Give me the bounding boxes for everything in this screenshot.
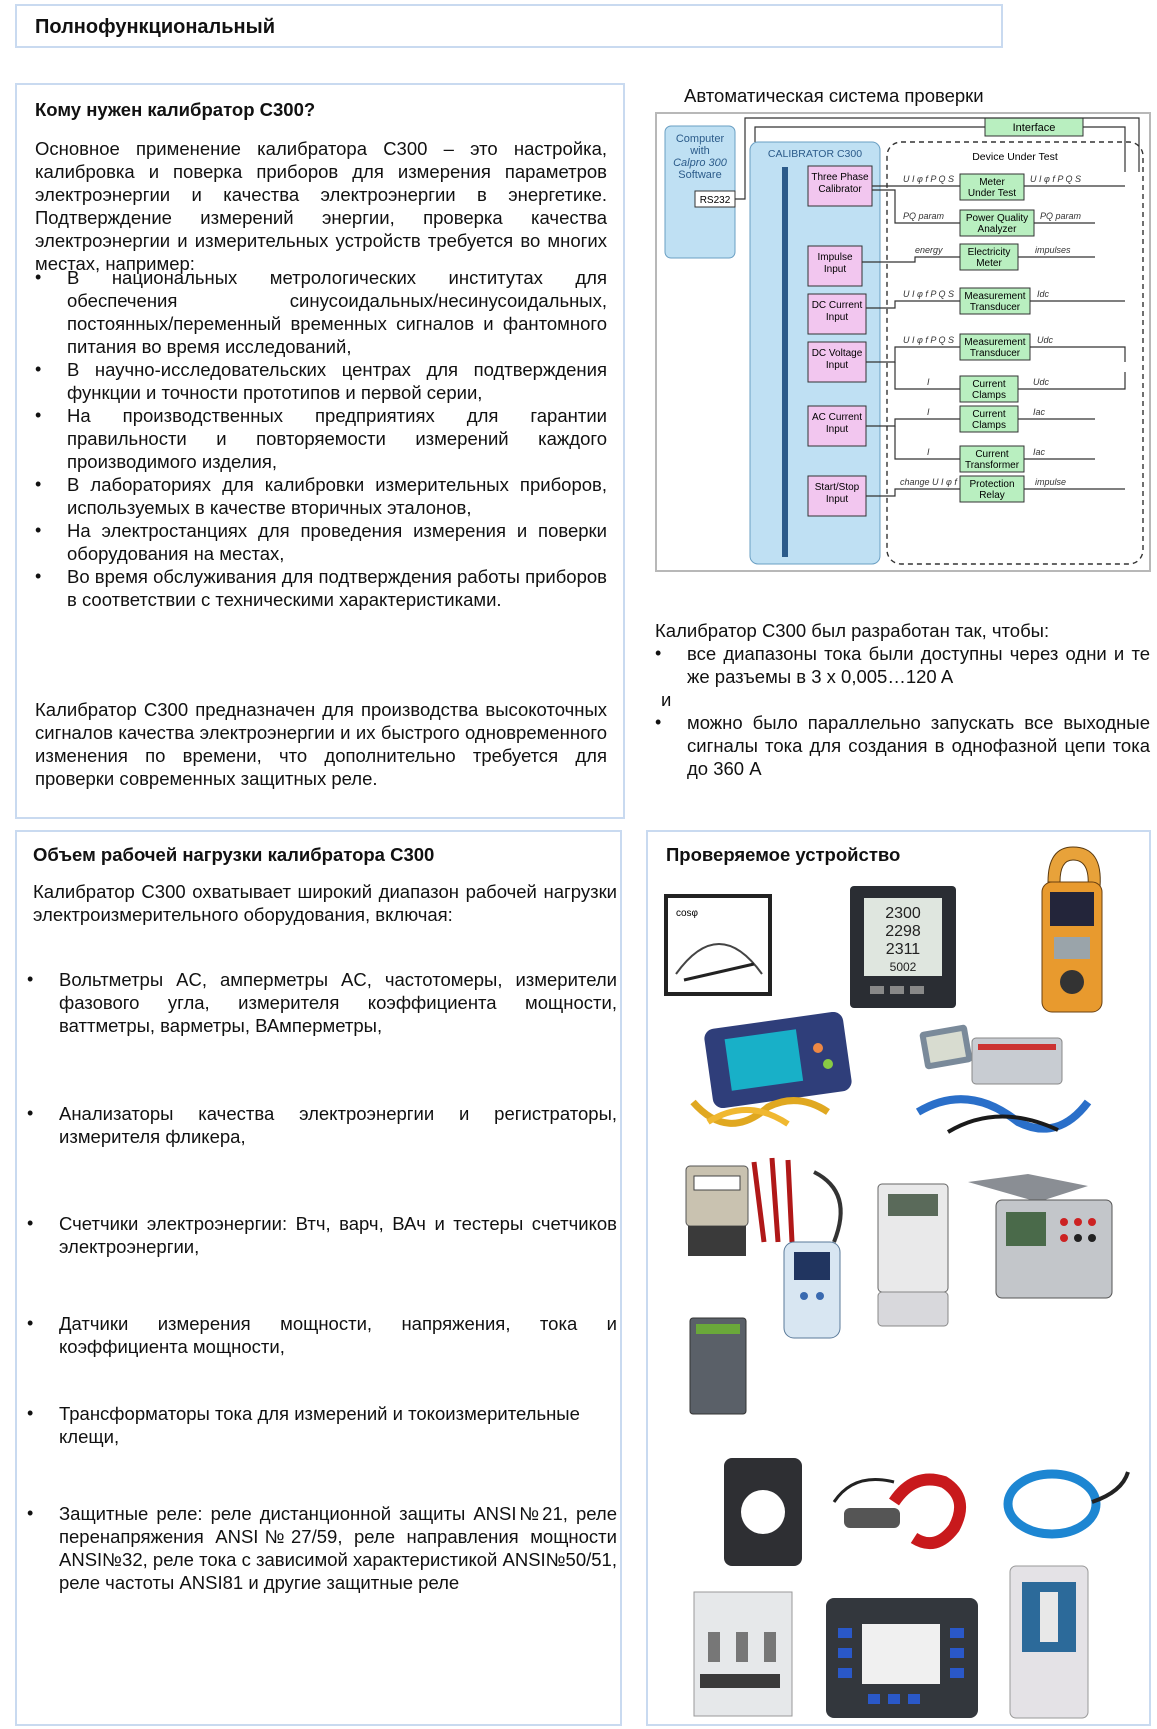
who-needs-panel bbox=[15, 83, 625, 819]
rs232-label: RS232 bbox=[699, 195, 731, 206]
device-label: Clamps bbox=[972, 390, 1006, 401]
calibrator-title: CALIBRATOR C300 bbox=[767, 148, 863, 160]
protection-relay-panel-image bbox=[822, 1594, 982, 1722]
device-label: Protection bbox=[969, 479, 1015, 490]
line-label: PQ param bbox=[1040, 211, 1082, 221]
line-label: change U I φ f bbox=[900, 477, 957, 487]
calib-block-label: DC Current bbox=[811, 300, 863, 311]
calib-block-label: Input bbox=[825, 424, 849, 435]
svg-text:cosφ: cosφ bbox=[676, 908, 699, 919]
smart-meter-image bbox=[874, 1180, 954, 1330]
workload-list bbox=[27, 1102, 617, 1148]
workload-list bbox=[27, 1212, 617, 1258]
dut-meter-under-test bbox=[960, 174, 1024, 200]
device-label: Current bbox=[972, 409, 1006, 420]
line-label: U I φ f P Q S bbox=[903, 174, 955, 184]
meter-reading: 2298 bbox=[885, 923, 921, 940]
calib-block-ac-current bbox=[808, 406, 866, 446]
list-item: • В лабораториях для калибровки измерительных приборов, используемых в качестве вторичных эталонов, bbox=[35, 473, 607, 519]
list-item: • все диапазоны тока были доступны через одни и те же разъемы в 3 x 0,005…120 A bbox=[655, 642, 1150, 688]
dut-measurement-transducer-2 bbox=[960, 334, 1030, 360]
device-label: Transformer bbox=[964, 460, 1020, 471]
device-label: Measurement bbox=[964, 291, 1026, 302]
current-transformer-image bbox=[718, 1452, 808, 1572]
line-label: I bbox=[927, 377, 930, 387]
page-title: Полнофункциональный bbox=[35, 16, 276, 38]
workload-intro: Калибратор C300 охватывает широкий диапазон рабочей нагрузки электроизмерительного оборудования, включая: bbox=[33, 881, 617, 925]
list-item: • Вольтметры AC, амперметры AC, частотомеры, измерители фазового угла, измерителя коэффициента мощности, ваттметры, варметры, ВАмперметры, bbox=[27, 968, 617, 1037]
electricity-meter-image bbox=[682, 1162, 752, 1262]
dut-current-clamps-1 bbox=[960, 376, 1018, 402]
device-label: Meter bbox=[979, 177, 1005, 188]
device-label: Under Test bbox=[967, 188, 1017, 199]
line-label: PQ param bbox=[903, 211, 945, 221]
design-intro: Калибратор C300 был разработан так, чтобы: bbox=[655, 620, 1050, 641]
power-quality-analyzer-image bbox=[688, 1012, 868, 1132]
device-label: Power Quality bbox=[965, 213, 1029, 224]
device-label: Clamps bbox=[972, 420, 1006, 431]
list-item: • Счетчики электроэнергии: Втч, варч, ВАч и тестеры счетчиков электроэнергии, bbox=[27, 1212, 617, 1258]
line-label: Udc bbox=[1033, 377, 1050, 387]
calib-block-start-stop bbox=[808, 476, 866, 516]
line-label: impulses bbox=[1035, 245, 1071, 255]
meter-reading: 5002 bbox=[889, 960, 917, 974]
line-label: impulse bbox=[1035, 477, 1067, 487]
list-item: • На производственных предприятиях для гарантии правильности и повторяемости измерений каждого производимого изделия, bbox=[35, 404, 607, 473]
devices-heading: Проверяемое устройство bbox=[666, 844, 901, 865]
page-title-box bbox=[15, 4, 1003, 48]
calib-block-label: AC Current bbox=[811, 412, 863, 423]
line-label: energy bbox=[915, 245, 943, 255]
device-label: Meter bbox=[976, 258, 1002, 269]
workload-panel bbox=[15, 830, 622, 1726]
workload-list bbox=[27, 968, 617, 1037]
device-label: Transducer bbox=[969, 348, 1021, 359]
line-label: Iac bbox=[1033, 447, 1046, 457]
dut-current-transformer bbox=[960, 446, 1024, 472]
calib-block-label: Calibrator bbox=[818, 184, 862, 195]
calib-block-dc-current bbox=[808, 294, 866, 334]
clamp-meter-image bbox=[1018, 842, 1118, 1022]
portable-logger-image bbox=[908, 1012, 1098, 1142]
computer-label-3: Calpro 300 bbox=[673, 157, 727, 169]
dut-current-clamps-2 bbox=[960, 406, 1018, 432]
computer-label-2: with bbox=[690, 145, 710, 157]
relay-tester-image bbox=[1004, 1562, 1094, 1722]
analog-panel-meter-image bbox=[664, 894, 774, 998]
flexible-current-probe-image bbox=[982, 1452, 1132, 1552]
calib-block-label: Input bbox=[823, 264, 847, 275]
din-transducer-image bbox=[684, 1312, 754, 1422]
design-section bbox=[655, 619, 1150, 780]
list-item: • Анализаторы качества электроэнергии и регистраторы, измерителя фликера, bbox=[27, 1102, 617, 1148]
calib-block-three-phase bbox=[808, 166, 872, 206]
list-item: • Трансформаторы тока для измерений и токоизмерительные клещи, bbox=[27, 1402, 617, 1448]
device-label: Electricity bbox=[967, 247, 1011, 258]
calib-block-label: DC Voltage bbox=[811, 348, 863, 359]
who-heading: Кому нужен калибратор C300? bbox=[35, 99, 316, 120]
dut-protection-relay bbox=[960, 476, 1024, 502]
diagram-caption: Автоматическая система проверки bbox=[684, 85, 984, 106]
workload-list bbox=[27, 1502, 617, 1594]
calib-block-label: Start/Stop bbox=[814, 482, 860, 493]
calib-block-label: Three Phase bbox=[811, 172, 869, 183]
workload-list bbox=[27, 1402, 617, 1448]
design-list-1 bbox=[655, 642, 1150, 688]
line-label: U I φ f P Q S bbox=[1030, 174, 1082, 184]
computer-label-1: Computer bbox=[675, 133, 725, 145]
meter-reading: 2300 bbox=[885, 905, 921, 922]
line-label: Iac bbox=[1033, 407, 1046, 417]
meter-reading: 2311 bbox=[885, 941, 921, 958]
design-list-2 bbox=[655, 711, 1150, 780]
multimeter-leads-image bbox=[744, 1152, 874, 1342]
list-item: • Датчики измерения мощности, напряжения, тока и коэффициента мощности, bbox=[27, 1312, 617, 1358]
device-label: Analyzer bbox=[977, 224, 1017, 235]
list-item: • можно было параллельно запускать все выходные сигналы тока для создания в однофазной цепи тока до 360 A bbox=[655, 711, 1150, 780]
list-item: • В национальных метрологических институтах для обеспечения синусоидальных/несинусоидальных, постоянных/переменный временных сигналов и фантомного питания во время исследований, bbox=[35, 266, 607, 358]
list-item: • Защитные реле: реле дистанционной защиты ANSI№21, реле перенапряжения ANSI№27/59, реле направления мощности ANSI№32, реле тока с зависимой характеристикой ANSI№50/51, реле частоты ANSI81 и другие защитные реле bbox=[27, 1502, 617, 1594]
device-label: Current bbox=[972, 379, 1006, 390]
line-label: Idc bbox=[1037, 289, 1050, 299]
device-label: Relay bbox=[979, 490, 1005, 501]
line-label: Udc bbox=[1037, 335, 1054, 345]
line-label: U I φ f P Q S bbox=[903, 289, 955, 299]
calib-block-label: Input bbox=[825, 360, 849, 371]
line-label: U I φ f P Q S bbox=[903, 335, 955, 345]
list-item: • На электростанциях для проведения измерения и поверки оборудования на местах, bbox=[35, 519, 607, 565]
ac-current-clamp-image bbox=[824, 1462, 974, 1562]
device-label: Current bbox=[975, 449, 1009, 460]
dut-electricity-meter bbox=[960, 244, 1018, 270]
calib-block-label: Impulse bbox=[817, 252, 853, 263]
dut-measurement-transducer-1 bbox=[960, 288, 1030, 314]
computer-label-4: Software bbox=[678, 169, 722, 181]
line-label: I bbox=[927, 407, 930, 417]
line-label: I bbox=[927, 447, 930, 457]
workload-heading: Объем рабочей нагрузки калибратора C300 bbox=[33, 844, 435, 865]
list-item: • В научно-исследовательских центрах для подтверждения функции и точности прототипов и первой серии, bbox=[35, 358, 607, 404]
workload-list bbox=[27, 1312, 617, 1358]
digital-power-meter-image bbox=[848, 884, 958, 1010]
calib-block-dc-voltage bbox=[808, 342, 866, 382]
calib-block-impulse bbox=[808, 246, 862, 286]
test-set-case-image bbox=[968, 1172, 1118, 1302]
design-and: и bbox=[661, 689, 672, 710]
who-intro: Основное применение калибратора С300 – это настройка, калибровка и поверка приборов для измерения параметров электроэнергии и качества электроэнергии в энергетике. Подтверждение измерений энергии, проверка качества электроэнергии и измерительных устройств требуется во многих местах, например: bbox=[35, 138, 607, 274]
who-outro: Калибратор C300 предназначен для производства высокоточных сигналов качества электроэнергии и их быстрого одновременного изменения по времени, что дополнительно требуется для проверки современных защитных реле. bbox=[35, 699, 607, 789]
interface-label: Interface bbox=[1012, 122, 1056, 134]
who-list bbox=[35, 266, 607, 611]
calib-block-label: Input bbox=[825, 312, 849, 323]
calib-block-label: Input bbox=[825, 494, 849, 505]
list-item: • Во время обслуживания для подтверждения работы приборов в соответствии с техническими характеристиками. bbox=[35, 565, 607, 611]
dut-title: Device Under Test bbox=[972, 151, 1058, 163]
device-label: Transducer bbox=[969, 302, 1021, 313]
automatic-test-system-diagram bbox=[655, 112, 1151, 572]
dut-power-quality-analyzer bbox=[960, 210, 1034, 236]
device-label: Measurement bbox=[964, 337, 1026, 348]
circuit-breaker-image bbox=[688, 1582, 798, 1722]
devices-panel bbox=[646, 830, 1151, 1726]
